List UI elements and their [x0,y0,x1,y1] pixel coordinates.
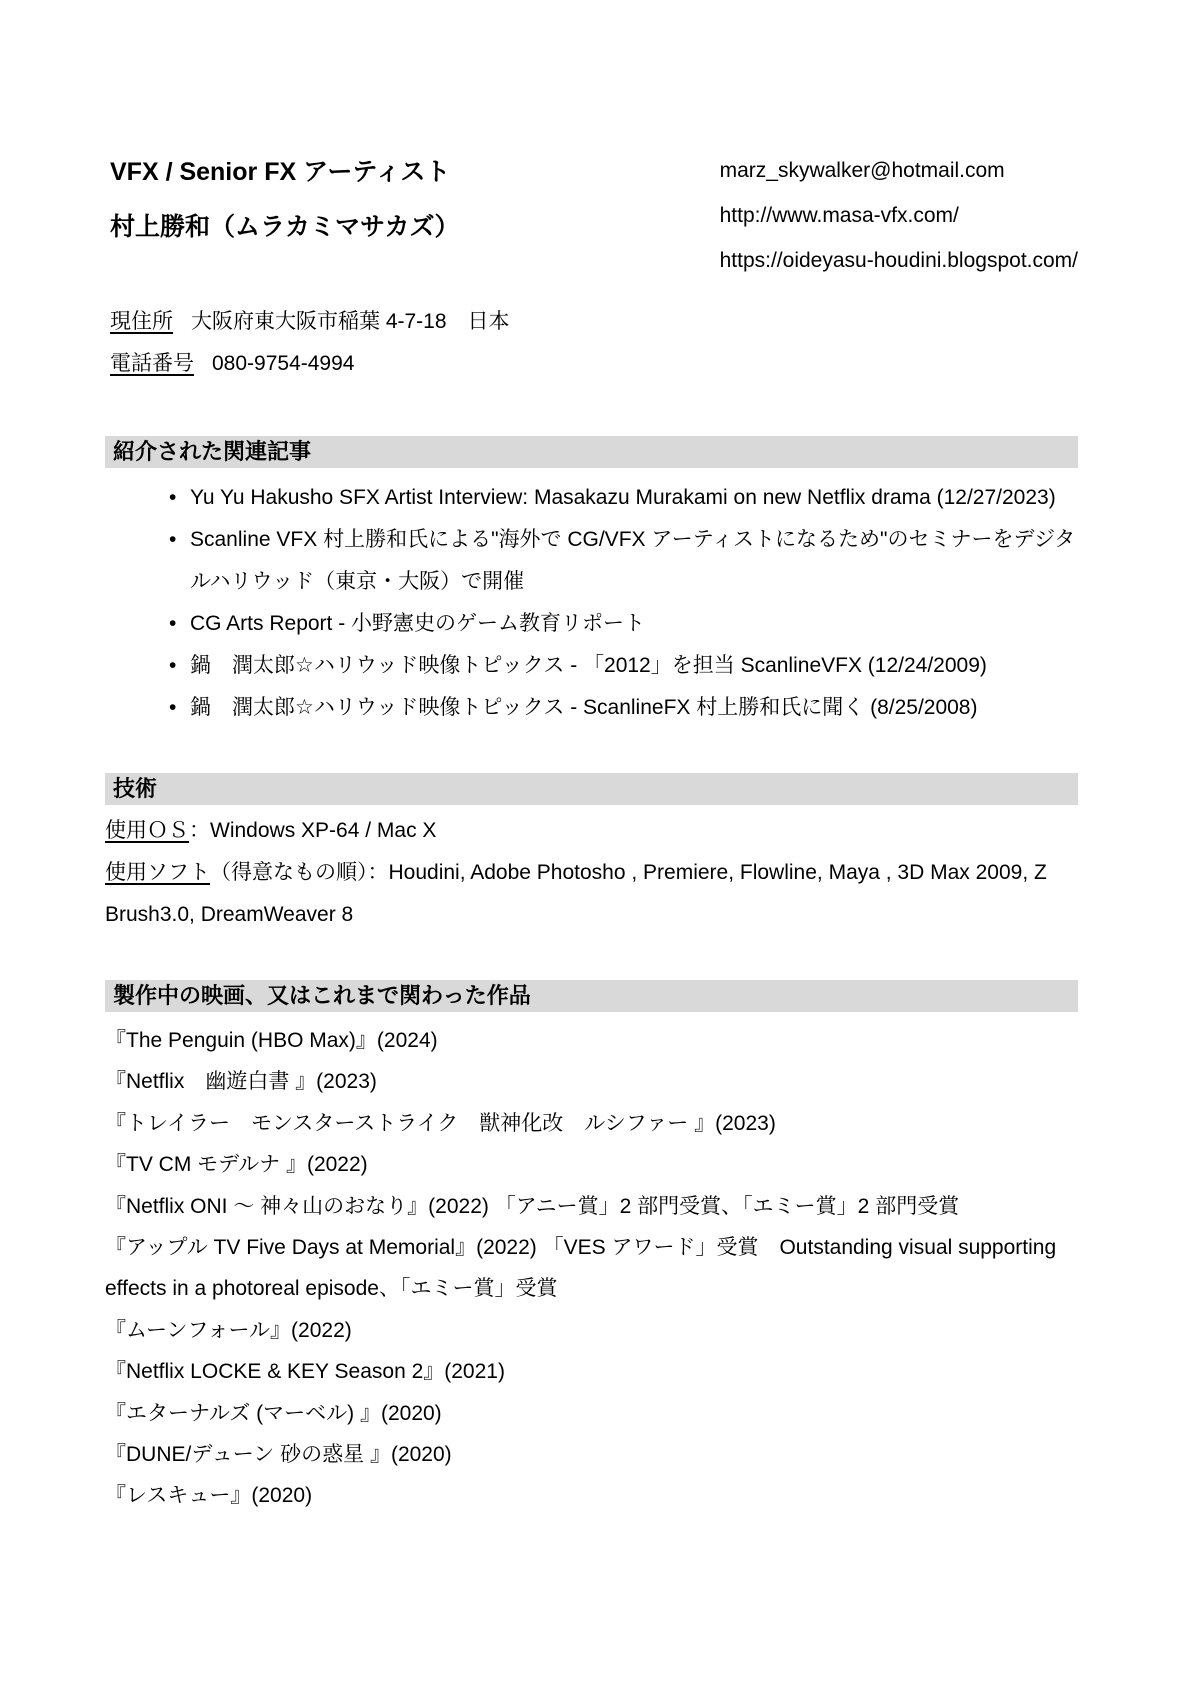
article-text: Yu Yu Hakusho SFX Artist Interview: Masakazu Murakami on new Netflix drama (12/27/2023) [190,486,1056,509]
section-heading-articles: 紹介された関連記事 [105,436,1078,468]
software-label: 使用ソフト [105,861,210,884]
list-item [105,687,1078,729]
contact-block [720,145,1078,283]
work-item: 『Netflix 幽遊白書 』(2023) [105,1070,377,1094]
website-url-text: http://www.masa-vfx.com/ [719,204,959,227]
bullet-icon: • [169,696,177,719]
list-item [105,603,1078,645]
bullet-icon: • [169,654,177,677]
person-name: 村上勝和（ムラカミマサカズ） [110,213,460,241]
software-value: （得意なもの順）：Houdini, Adobe Photosho , Premiere, Flowline, Maya , 3D Max 2009, Z Brush3.0, DreamWeaver 8 [105,861,1047,926]
work-item: 『トレイラー モンスターストライク 獣神化改 ルシファー 』(2023) [105,1111,776,1135]
section-heading-skills: 技術 [105,773,1078,805]
address-label: 現住所 [110,310,173,333]
skills-os-line [105,810,1078,852]
section-heading-works: 製作中の映画、又はこれまで関わった作品 [105,980,1078,1012]
list-item [105,477,1078,519]
article-text: CG Arts Report - 小野憲史のゲーム教育リポート [190,612,646,635]
work-item: 『Netflix LOCKE & KEY Season 2』(2021) [105,1360,505,1384]
work-item: 『The Penguin (HBO Max)』(2024) [105,1029,438,1052]
os-label: 使用ＯＳ [105,819,189,842]
phone-line [110,343,1078,385]
bullet-icon: • [169,528,177,551]
list-item [105,645,1078,687]
works-list [105,1020,1078,1517]
work-item: 『ムーンフォール』(2022) [105,1318,352,1342]
article-text: Scanline VFX 村上勝和氏による"海外で CG/VFX アーティストになるため"のセミナーをデジタルハリウッド（東京・大阪）で開催 [190,528,1076,593]
email-text: marz_skywalker@hotmail.com [719,159,1005,182]
work-item: 『エターナルズ (マーベル) 』(2020) [105,1401,442,1425]
work-item: 『Netflix ONI ～ 神々山のおなり』(2022) 「アニー賞」2 部門受賞、「エミー賞」2 部門受賞 [105,1194,960,1218]
work-item: 『TV CM モデルナ 』(2022) [105,1153,368,1177]
work-item: 『アップル TV Five Days at Memorial』(2022) 「VES アワード」受賞 Outstanding visual supporting effects in a photoreal episode、「エミー賞」受賞 [105,1236,1057,1301]
os-value: ：Windows XP-64 / Mac X [189,819,437,842]
skills-software-line [105,852,1078,936]
article-list [105,477,1078,729]
address-block [110,301,1078,385]
blog-url-text: https://oideyasu-houdini.blogspot.com/ [719,249,1078,272]
article-text: 鍋 潤太郎☆ハリウッド映像トピックス - 「2012」を担当 ScanlineVFX (12/24/2009) [190,654,987,677]
header [105,0,1078,283]
phone-value: 080-9754-4994 [212,352,355,375]
work-item: 『DUNE/デューン 砂の惑星 』(2020) [105,1443,452,1467]
work-item: 『レスキュー』(2020) [105,1484,313,1508]
title-block [110,145,460,283]
address-line [110,301,1078,343]
bullet-icon: • [169,612,177,635]
phone-label: 電話番号 [110,352,194,375]
address-value: 大阪府東大阪市稲葉 4-7-18 日本 [191,310,510,333]
job-title: VFX / Senior FX アーティスト [110,158,451,186]
bullet-icon: • [169,486,177,509]
article-text: 鍋 潤太郎☆ハリウッド映像トピックス - ScanlineFX 村上勝和氏に聞く (8/25/2008) [190,696,978,719]
list-item [105,519,1078,603]
